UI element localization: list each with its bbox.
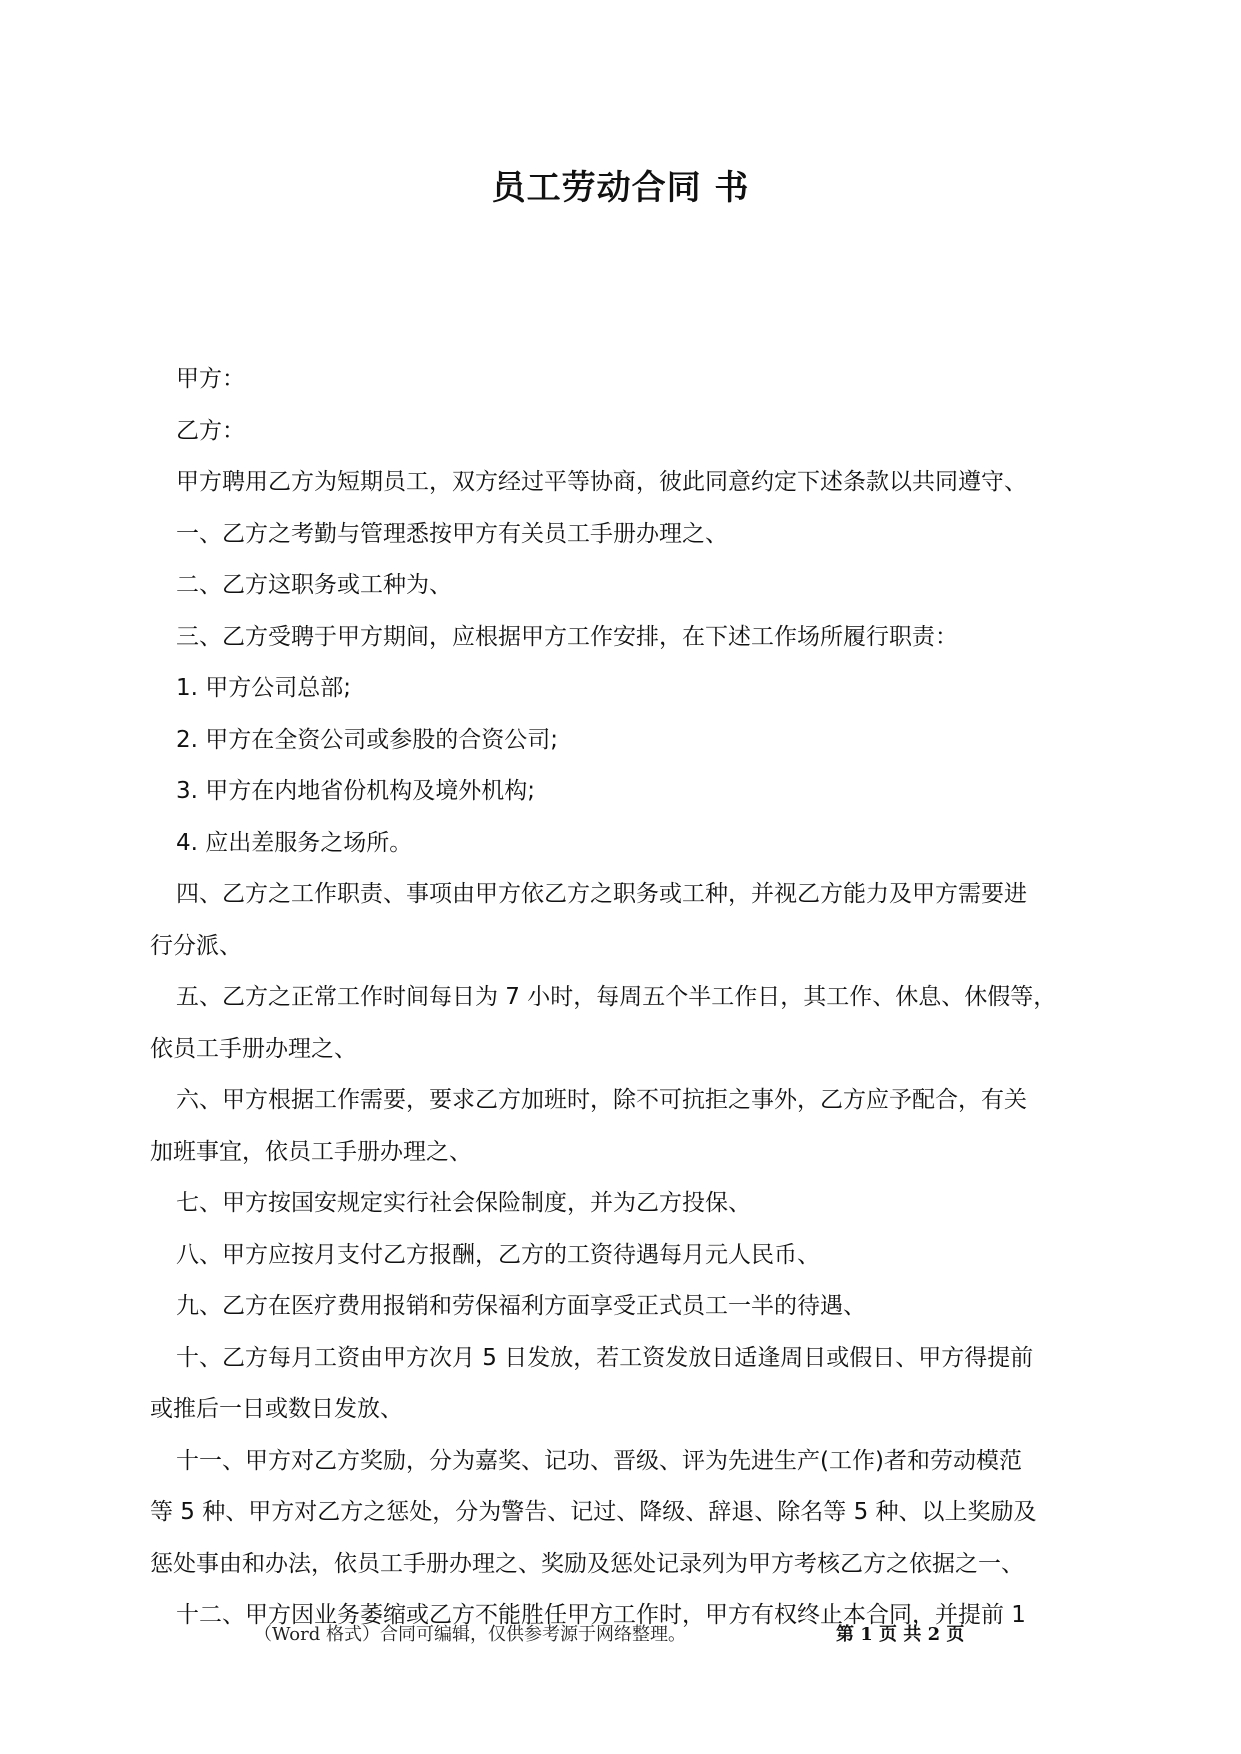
paragraph-line: 七、甲方按国安规定实行社会保险制度，并为乙方投保、: [176, 1190, 751, 1216]
paragraph-line: 加班事宜，依员工手册办理之、: [150, 1138, 472, 1165]
paragraph-line: 甲方：: [176, 366, 245, 392]
paragraph-line: 2. 甲方在全资公司或参股的合资公司;: [176, 726, 559, 753]
paragraph-line: 甲方聘用乙方为短期员工，双方经过平等协商，彼此同意约定下述条款以共同遵守、: [176, 469, 1027, 495]
paragraph-line: 二、乙方这职务或工种为、: [176, 572, 452, 598]
document-title: 员工劳动合同 书: [491, 168, 750, 208]
paragraph-line: 十二、甲方因业务萎缩或乙方不能胜任甲方工作时，甲方有权终止本合同，并提前 1: [176, 1602, 1026, 1628]
paragraph-line: 四、乙方之工作职责、事项由甲方依乙方之职务或工种，并视乙方能力及甲方需要进: [176, 881, 1027, 907]
paragraph-line: 八、甲方应按月支付乙方报酬，乙方的工资待遇每月元人民币、: [176, 1241, 820, 1268]
footer-note: （Word 格式）合同可编辑，仅供参考源于网络整理。: [254, 1624, 686, 1645]
paragraph-line: 三、乙方受聘于甲方期间，应根据甲方工作安排，在下述工作场所履行职责：: [176, 623, 958, 650]
paragraph-line: 十一、甲方对乙方奖励，分为嘉奖、记功、晋级、评为先进生产(工作)者和劳动模范: [176, 1447, 1022, 1474]
paragraph-line: 3. 甲方在内地省份机构及境外机构;: [176, 778, 536, 804]
paragraph-line: 依员工手册办理之、: [150, 1035, 357, 1062]
paragraph-line: 等 5 种、甲方对乙方之惩处，分为警告、记过、降级、辞退、除名等 5 种、以上奖励及: [150, 1499, 1037, 1525]
paragraph-line: 十、乙方每月工资由甲方次月 5 日发放，若工资发放日适逢周日或假日、甲方得提前: [176, 1344, 1034, 1371]
paragraph-line: 惩处事由和办法，依员工手册办理之、奖励及惩处记录列为甲方考核乙方之依据之一、: [150, 1550, 1024, 1577]
paragraph-line: 五、乙方之正常工作时间每日为 7 小时，每周五个半工作日，其工作、休息、休假等，: [176, 984, 1057, 1010]
paragraph-line: 乙方：: [176, 417, 245, 444]
paragraph-line: 或推后一日或数日发放、: [150, 1396, 403, 1422]
paragraph-line: 一、乙方之考勤与管理悉按甲方有关员工手册办理之、: [176, 520, 728, 547]
paragraph-line: 1. 甲方公司总部;: [176, 675, 352, 701]
paragraph-line: 4. 应出差服务之场所。: [176, 829, 413, 856]
document-body: [150, 354, 1090, 1642]
paragraph-line: 六、甲方根据工作需要，要求乙方加班时，除不可抗拒之事外，乙方应予配合，有关: [176, 1087, 1027, 1113]
page-number: 第 1 页 共 2 页: [836, 1624, 965, 1645]
paragraph-line: 九、乙方在医疗费用报销和劳保福利方面享受正式员工一半的待遇、: [176, 1293, 866, 1319]
paragraph-line: 行分派、: [150, 932, 242, 959]
